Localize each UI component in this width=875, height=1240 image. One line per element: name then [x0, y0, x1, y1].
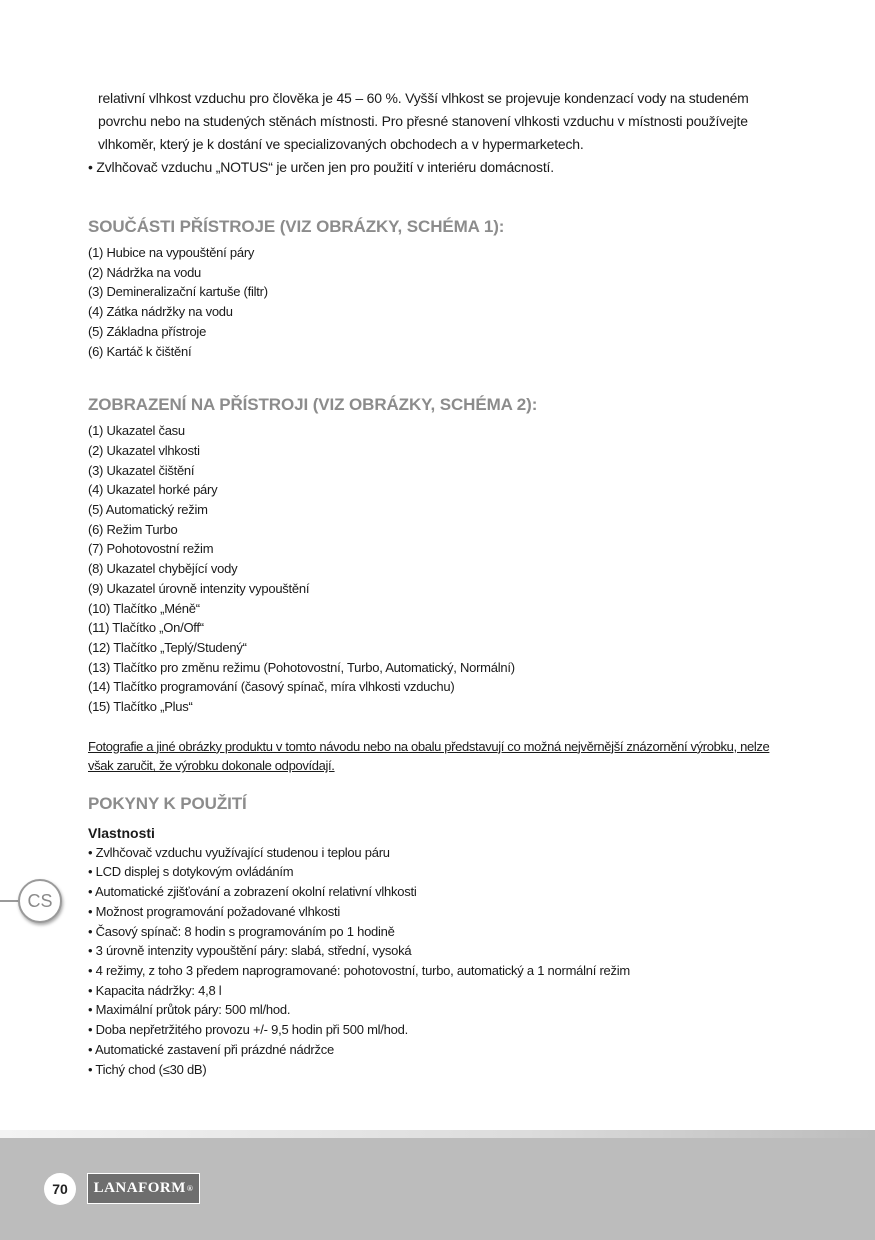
- list-item: (9) Ukazatel úrovně intenzity vypouštění: [88, 580, 310, 596]
- usage-heading: POKYNY K POUŽITÍ: [88, 793, 247, 813]
- list-item: • Tichý chod (≤30 dB): [88, 1061, 207, 1077]
- list-item: (1) Hubice na vypouštění páry: [88, 245, 255, 260]
- intro-line: povrchu nebo na studených stěnách místnosti. Pro přesné stanovení vlhkosti vzduchu v místnosti používejte: [98, 113, 748, 129]
- intro-line: vlhkoměr, který je k dostání ve specializovaných obchodech a v hypermarketech.: [98, 136, 584, 152]
- list-item: • Zvlhčovač vzduchu využívající studenou i teplou páru: [88, 844, 390, 860]
- intro-bullet: • Zvlhčovač vzduchu „NOTUS“ je určen jen pro použití v interiéru domácností.: [88, 159, 554, 175]
- list-item: (7) Pohotovostní režim: [88, 541, 214, 557]
- parts-list: [88, 243, 788, 361]
- intro-paragraph: [88, 87, 788, 179]
- brand-mark: ®: [186, 1184, 194, 1193]
- list-item: (5) Základna přístroje: [88, 323, 207, 339]
- page-number: [44, 1173, 76, 1205]
- disclaimer-note: [88, 737, 788, 776]
- list-item: • LCD displej s dotykovým ovládáním: [88, 864, 294, 880]
- list-item: • 3 úrovně intenzity vypouštění páry: slabá, střední, vysoká: [88, 943, 412, 959]
- list-item: • Doba nepřetržitého provozu +/- 9,5 hodin při 500 ml/hod.: [88, 1022, 408, 1038]
- list-item: (6) Režim Turbo: [88, 521, 178, 537]
- page-number-text: 70: [52, 1181, 68, 1197]
- list-item: (4) Zátka nádržky na vodu: [88, 304, 233, 320]
- list-item: • Automatické zastavení při prázdné nádržce: [88, 1041, 334, 1057]
- note-line: Fotografie a jiné obrázky produktu v tomto návodu nebo na obalu představují co možná nejvěrnější znázornění výrobku, nelze: [88, 738, 770, 754]
- list-item: • Možnost programování požadované vlhkosti: [88, 903, 341, 919]
- features-subheading: Vlastnosti: [88, 824, 155, 841]
- display-list: [88, 421, 788, 717]
- parts-heading: SOUČÁSTI PŘÍSTROJE (VIZ OBRÁZKY, SCHÉMA 1):: [88, 217, 505, 236]
- list-item: (10) Tlačítko „Méně“: [88, 600, 200, 616]
- page-content: [88, 87, 788, 1079]
- note-line: však zaručit, že výrobku dokonale odpovídají.: [88, 758, 335, 774]
- list-item: (2) Nádržka na vodu: [88, 264, 202, 280]
- list-item: (3) Ukazatel čištění: [88, 462, 195, 478]
- list-item: (2) Ukazatel vlhkosti: [88, 442, 200, 458]
- language-tab: [18, 879, 62, 923]
- list-item: (14) Tlačítko programování (časový spínač, míra vlhkosti vzduchu): [88, 679, 455, 695]
- intro-line: relativní vlhkost vzduchu pro člověka je 45 – 60 %. Vyšší vlhkost se projevuje kondenzací vody na studeném: [98, 90, 749, 106]
- features-list: [88, 843, 788, 1079]
- list-item: (11) Tlačítko „On/Off“: [88, 620, 204, 636]
- list-item: (12) Tlačítko „Teplý/Studený“: [88, 639, 247, 655]
- brand-name: LANAFORM: [93, 1180, 186, 1196]
- list-item: (5) Automatický režim: [88, 502, 208, 518]
- list-item: • Časový spínač: 8 hodin s programováním po 1 hodině: [88, 923, 395, 939]
- list-item: • Kapacita nádržky: 4,8 l: [88, 982, 222, 998]
- list-item: (3) Demineralizační kartuše (filtr): [88, 284, 268, 300]
- list-item: • Automatické zjišťování a zobrazení okolní relativní vlhkosti: [88, 884, 417, 900]
- list-item: • Maximální průtok páry: 500 ml/hod.: [88, 1002, 291, 1018]
- list-item: (1) Ukazatel času: [88, 423, 185, 439]
- list-item: (15) Tlačítko „Plus“: [88, 699, 193, 715]
- list-item: (13) Tlačítko pro změnu režimu (Pohotovostní, Turbo, Automatický, Normální): [88, 659, 515, 675]
- language-label: CS: [27, 890, 53, 911]
- list-item: (4) Ukazatel horké páry: [88, 482, 218, 498]
- list-item: • 4 režimy, z toho 3 předem naprogramované: pohotovostní, turbo, automatický a 1 normální režim: [88, 962, 631, 978]
- list-item: (6) Kartáč k čištění: [88, 343, 192, 359]
- brand-logo: [87, 1173, 200, 1204]
- display-heading: ZOBRAZENÍ NA PŘÍSTROJI (VIZ OBRÁZKY, SCHÉMA 2):: [88, 395, 538, 415]
- list-item: (8) Ukazatel chybějící vody: [88, 561, 238, 577]
